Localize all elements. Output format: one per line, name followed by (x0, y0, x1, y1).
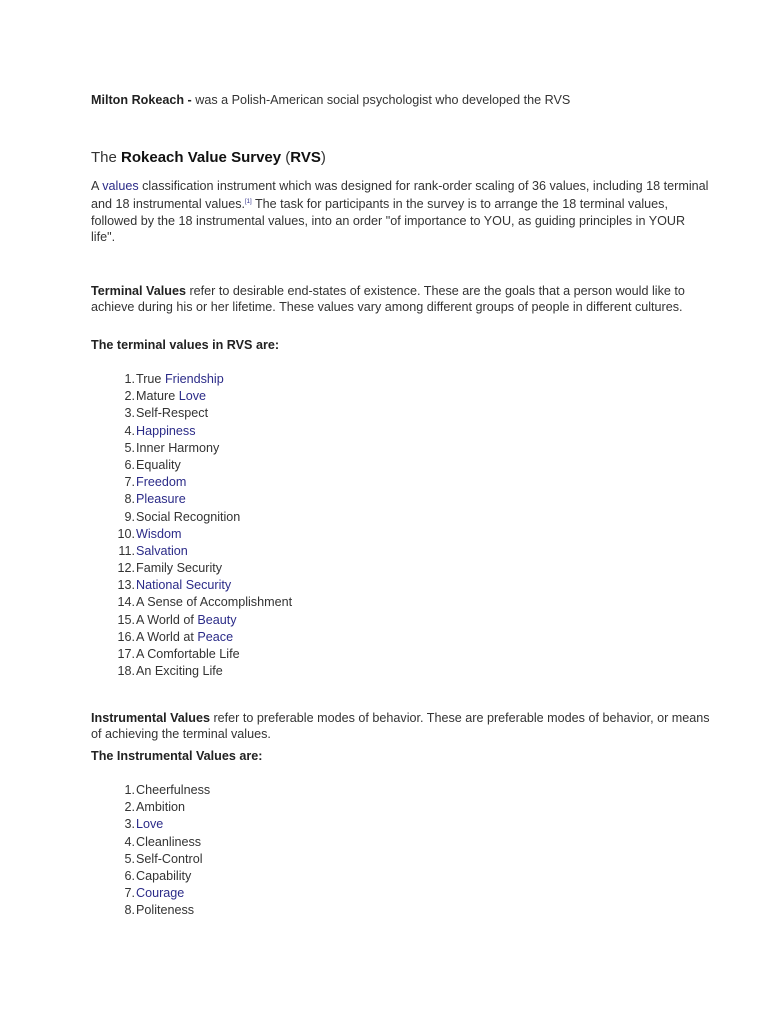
list-item-number: 14. (117, 595, 135, 610)
terminal-values-list (91, 371, 292, 680)
list-item-number: 7. (124, 886, 135, 901)
terminal-values-term: Terminal Values (91, 284, 186, 298)
title-mid: ( (281, 149, 291, 166)
list-item-link[interactable]: Wisdom (136, 526, 182, 541)
list-item-number: 3. (124, 406, 135, 421)
list-item-number: 2. (124, 389, 135, 404)
list-item (91, 526, 292, 543)
list-item (91, 560, 292, 577)
list-item-link[interactable]: Pleasure (136, 492, 186, 507)
list-item (91, 663, 292, 680)
list-item (91, 594, 292, 611)
list-item-number: 4. (124, 834, 135, 849)
list-item-text: A World of (136, 612, 198, 627)
list-item-text: Capability (136, 868, 192, 883)
list-item-link[interactable]: Friendship (164, 372, 224, 386)
list-item-text: Ambition (136, 800, 185, 815)
title-pre: The (91, 149, 122, 166)
list-item-link[interactable]: Courage (136, 886, 185, 901)
intro-text: was a Polish-American social psychologist who developed the RVS (191, 93, 571, 107)
list-item-number: 3. (124, 817, 135, 832)
list-item-number: 2. (124, 800, 135, 815)
list-item-link[interactable]: Love (136, 817, 164, 832)
list-item (91, 388, 292, 405)
list-item-link[interactable]: Freedom (136, 475, 187, 490)
list-item-number: 10. (117, 526, 135, 541)
list-item-link[interactable]: Love (178, 389, 207, 404)
list-item (91, 474, 292, 491)
list-item-text: Family Security (136, 561, 223, 576)
list-item-text: Social Recognition (136, 509, 241, 524)
terminal-values-heading: The terminal values in RVS are: (91, 338, 280, 352)
list-item-text: A World at (136, 629, 198, 644)
list-item (91, 646, 292, 663)
list-item-text: Inner Harmony (136, 440, 220, 455)
list-item (91, 851, 210, 868)
list-item-number: 12. (117, 561, 135, 576)
list-item-text: Equality (136, 457, 181, 472)
list-item-text: A Comfortable Life (136, 647, 240, 661)
list-item (91, 509, 292, 526)
footnote-link[interactable]: [1] (245, 199, 252, 206)
list-item-number: 7. (124, 475, 135, 490)
list-item-number: 11. (118, 543, 135, 558)
list-item-number: 18. (117, 664, 135, 679)
list-item-text: An Exciting Life (136, 664, 223, 679)
title-post: ) (320, 149, 326, 166)
list-item-link[interactable]: Salvation (136, 543, 188, 558)
list-item-text: Mature (136, 389, 179, 404)
list-item (91, 440, 292, 457)
title-abbrev: RVS (290, 149, 321, 166)
author-name: Milton Rokeach - (91, 93, 192, 107)
list-item-text: Politeness (136, 903, 195, 918)
page-title (91, 149, 711, 166)
list-item-number: 8. (124, 903, 135, 918)
list-item (91, 612, 292, 629)
instrumental-values-list (91, 782, 210, 920)
list-item-text: Self-Control (136, 851, 203, 866)
list-item (91, 543, 292, 560)
instrumental-values-text: refer to preferable modes of behavior. These are preferable modes of behavior, or means of achieving the terminal values. (91, 711, 710, 742)
list-item-number: 1. (124, 372, 135, 386)
list-item (91, 629, 292, 646)
list-item (91, 782, 210, 799)
instrumental-values-paragraph (91, 710, 711, 742)
list-item-number: 5. (124, 851, 135, 866)
list-item (91, 885, 210, 902)
list-item-number: 4. (124, 423, 135, 438)
list-item (91, 577, 292, 594)
list-item (91, 491, 292, 508)
list-item (91, 799, 210, 816)
description-text-2: The task for participants in the survey is to arrange the 18 terminal values, followed by the 18 instrumental values, into an order "of importance to YOU, as guiding principles in YOUR life". (91, 197, 686, 244)
title-survey-name: Rokeach Value Survey (121, 149, 282, 166)
list-item-number: 6. (124, 868, 135, 883)
list-item (91, 405, 292, 422)
list-item (91, 816, 210, 833)
description-text-1: classification instrument which was designed for rank-order scaling of 36 values, including 18 terminal and 18 instrumental values. (91, 179, 709, 212)
list-item-number: 15. (117, 612, 135, 627)
list-item-text: True (136, 372, 165, 386)
instrumental-values-heading: The Instrumental Values are: (91, 749, 263, 763)
list-item (91, 834, 210, 851)
terminal-values-text: refer to desirable end-states of existence. These are the goals that a person would like to achieve during his or her lifetime. These values vary among different groups of people in different cultures. (91, 284, 685, 315)
description-paragraph (91, 178, 711, 245)
list-item-number: 17. (117, 647, 135, 661)
list-item (91, 902, 210, 919)
description-a: A (91, 179, 103, 193)
list-item-number: 9. (124, 509, 135, 524)
list-item-text: A Sense of Accomplishment (136, 595, 293, 610)
values-link[interactable]: values (102, 179, 139, 193)
terminal-values-paragraph (91, 283, 711, 315)
list-item-text: Cheerfulness (136, 783, 211, 797)
list-item-link[interactable]: Happiness (136, 423, 196, 438)
list-item (91, 371, 292, 388)
intro-line (91, 93, 711, 107)
list-item-number: 13. (117, 578, 135, 593)
list-item-text: Self-Respect (136, 406, 209, 421)
list-item-number: 1. (124, 783, 135, 797)
list-item-link[interactable]: Beauty (197, 612, 237, 627)
list-item (91, 868, 210, 885)
list-item-number: 5. (124, 440, 135, 455)
list-item-link[interactable]: Peace (197, 629, 234, 644)
list-item-number: 16. (117, 629, 135, 644)
list-item-link[interactable]: National Security (136, 578, 232, 593)
list-item-number: 6. (124, 457, 135, 472)
instrumental-values-term: Instrumental Values (91, 711, 210, 725)
list-item-number: 8. (124, 492, 135, 507)
list-item (91, 423, 292, 440)
list-item-text: Cleanliness (136, 834, 202, 849)
list-item (91, 457, 292, 474)
